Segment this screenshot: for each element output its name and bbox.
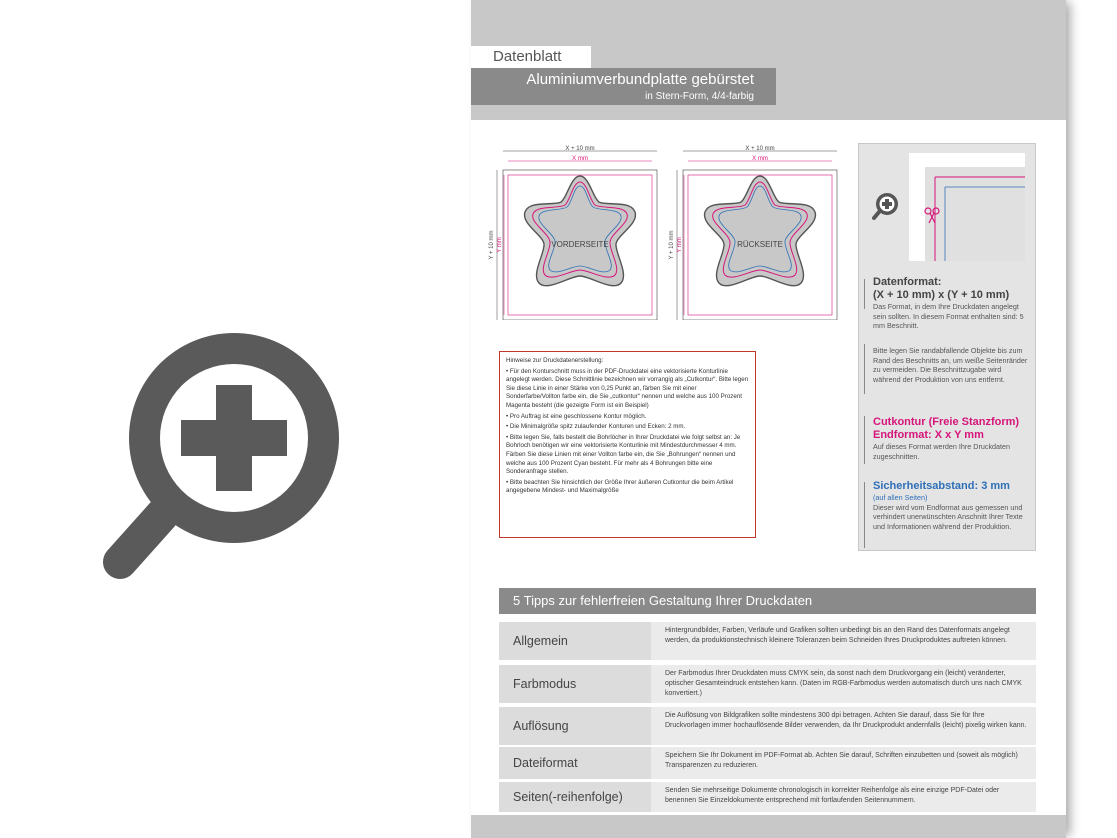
small-zoom-icon[interactable] [871, 190, 901, 222]
back-top-outer: X + 10 mm [745, 146, 775, 152]
tip-row [499, 747, 1036, 779]
cutkontur-block [873, 416, 1029, 461]
sicherheit-sub: (auf allen Seiten) [873, 493, 928, 502]
datasheet-label: Datenblatt [471, 46, 591, 68]
back-side-outer: Y + 10 mm [669, 230, 675, 260]
tip-text: Die Auflösung von Bildgrafiken sollte mindestens 300 dpi betragen. Achten Sie darauf, dass Sie für Ihre Druckvorlagen immer hochauflösende Bilder verwenden, da Ihr Druckprodukt andernfalls (leicht) pixelig wirken kann. [665, 712, 1027, 729]
endformat-text: Auf dieses Format werden Ihre Druckdaten zugeschnitten. [873, 442, 1011, 461]
back-label: RÜCKSEITE [737, 240, 783, 249]
back-side-inner: Y mm [677, 237, 683, 253]
sicherheit-title: Sicherheitsabstand: 3 mm [873, 480, 1010, 492]
front-top-inner: X mm [572, 156, 588, 162]
hints-box [499, 351, 756, 538]
back-top-inner: X mm [752, 156, 768, 162]
hint-item: • Bitte legen Sie, falls bestellt die Bohrlöcher in Ihrer Druckdatei wie folgt selbst an: Je Bohrloch benötigen wir eine vektorisierte Konturlinie mit Mindestdurchmesser 4 mm. Färben Sie diese Linien mit einer Vollton farbe ein, die Sie „Bohrungen“ nennen und welche aus 100 Prozent Cyan besteht. Für mehr als 4 Bohrungen bitte eine Sonderanfrage stellen. [506, 433, 741, 476]
tip-label: Dateiformat [499, 747, 651, 779]
datenformat-value: (X + 10 mm) x (Y + 10 mm) [873, 289, 1010, 301]
datenformat-text: Das Format, in dem Ihre Druckdaten angelegt sein sollten. In diesem Format enthalten sind: 5 mm Beschnitt. [873, 302, 1024, 331]
tips-title: 5 Tipps zur fehlerfreien Gestaltung Ihrer Druckdaten [499, 588, 1036, 614]
front-side-outer: Y + 10 mm [489, 230, 495, 260]
sicherheit-text: Dieser wird vom Endformat aus gemessen und verhindert unerwünschten Anschnitt Ihrer Texte und Informationen während der Produktion. [873, 502, 1023, 531]
tip-label: Allgemein [499, 622, 651, 660]
back-diagram [669, 146, 837, 320]
bleed-thumbnail [909, 153, 1025, 261]
star-diagrams [471, 140, 851, 320]
front-side-inner: Y mm [497, 237, 503, 253]
datenformat-block [873, 276, 1029, 331]
zoom-in-icon[interactable] [92, 290, 412, 620]
tip-row [499, 707, 1036, 745]
tip-row [499, 782, 1036, 812]
hint-item: • Pro Auftrag ist eine geschlossene Kontur möglich. [506, 412, 647, 420]
tip-label: Farbmodus [499, 665, 651, 703]
endformat-title: Endformat: X x Y mm [873, 429, 984, 441]
product-subtitle: in Stern-Form, 4/4-farbig [645, 91, 754, 102]
tip-label: Seiten(-reihenfolge) [499, 782, 651, 812]
tip-text: Der Farbmodus Ihrer Druckdaten muss CMYK sein, da sonst nach dem Druckvorgang ein (leicht) veränderter, optischer Gesamteindruck entstehen kann. (Daten im RGB-Farbmodus werden automatisch durch uns nach CMYK konvertiert.) [665, 670, 1022, 697]
hints-title: Hinweise zur Druckdatenerstellung: [506, 357, 604, 364]
tip-row [499, 622, 1036, 660]
page-footer-strip [471, 815, 1066, 838]
hint-item: • Für den Konturschnitt muss in der PDF-Druckdatei eine vektorisierte Konturlinie angelegt werden. Diese Schnittlinie bezeichnen wir vorrangig als „Cutkontur“. Bitte legen Sie diese Linie in einer Stärke von 0,25 Punkt an, färben Sie mit einer Sonderfarbe/Vollton farbe ein, die Sie „cutkontur“ nennen und welche aus 100 Prozent Magenta besteht (die gezeigte Form ist ein Beispiel) [506, 367, 749, 409]
tip-text: Senden Sie mehrseitige Dokumente chronologisch in korrekter Reihenfolge als eine einzige PDF-Datei oder benennen Sie Einzeldokumente entsprechend mit fortlaufenden Seitennummern. [665, 787, 1000, 804]
beschnitt-block: Bitte legen Sie randabfallende Objekte bis zum Rand des Beschnitts an, um weiße Seitenränder zu vermeiden. Die Beschnittzugabe wird während der Produktion von uns entfernt. [873, 346, 1028, 384]
datenformat-title: Datenformat: [873, 276, 942, 288]
front-label: VORDERSEITE [551, 240, 609, 249]
tip-row [499, 665, 1036, 703]
front-top-outer: X + 10 mm [565, 146, 595, 152]
cutkontur-title: Cutkontur (Freie Stanzform) [873, 416, 1020, 428]
hint-item: • Bitte beachten Sie hinsichtlich der Größe Ihrer äußeren Cutkontur die beim Artikel angegebene Mindest- und Maximalgröße [506, 478, 734, 495]
format-info-panel [858, 143, 1036, 551]
front-diagram [489, 146, 657, 320]
tip-text: Speichern Sie Ihr Dokument im PDF-Format ab. Achten Sie darauf, Schriften einzubetten und (soweit als möglich) Transparenzen zu reduzieren. [665, 752, 1018, 769]
tip-label: Auflösung [499, 707, 651, 745]
datasheet-page [471, 0, 1066, 838]
tip-text: Hintergrundbilder, Farben, Verläufe und Grafiken sollten unbedingt bis an den Rand des Datenformats angelegt werden, da produktionstechnisch kleinere Toleranzen beim Schneiden Ihres Druckproduktes auftreten können. [665, 627, 1010, 644]
hint-item: • Die Minimalgröße spitz zulaufender Konturen und Ecken: 2 mm. [506, 423, 686, 431]
title-bar [471, 68, 776, 105]
sicherheit-block [873, 480, 1029, 531]
product-title: Aluminiumverbundplatte gebürstet [526, 71, 754, 88]
